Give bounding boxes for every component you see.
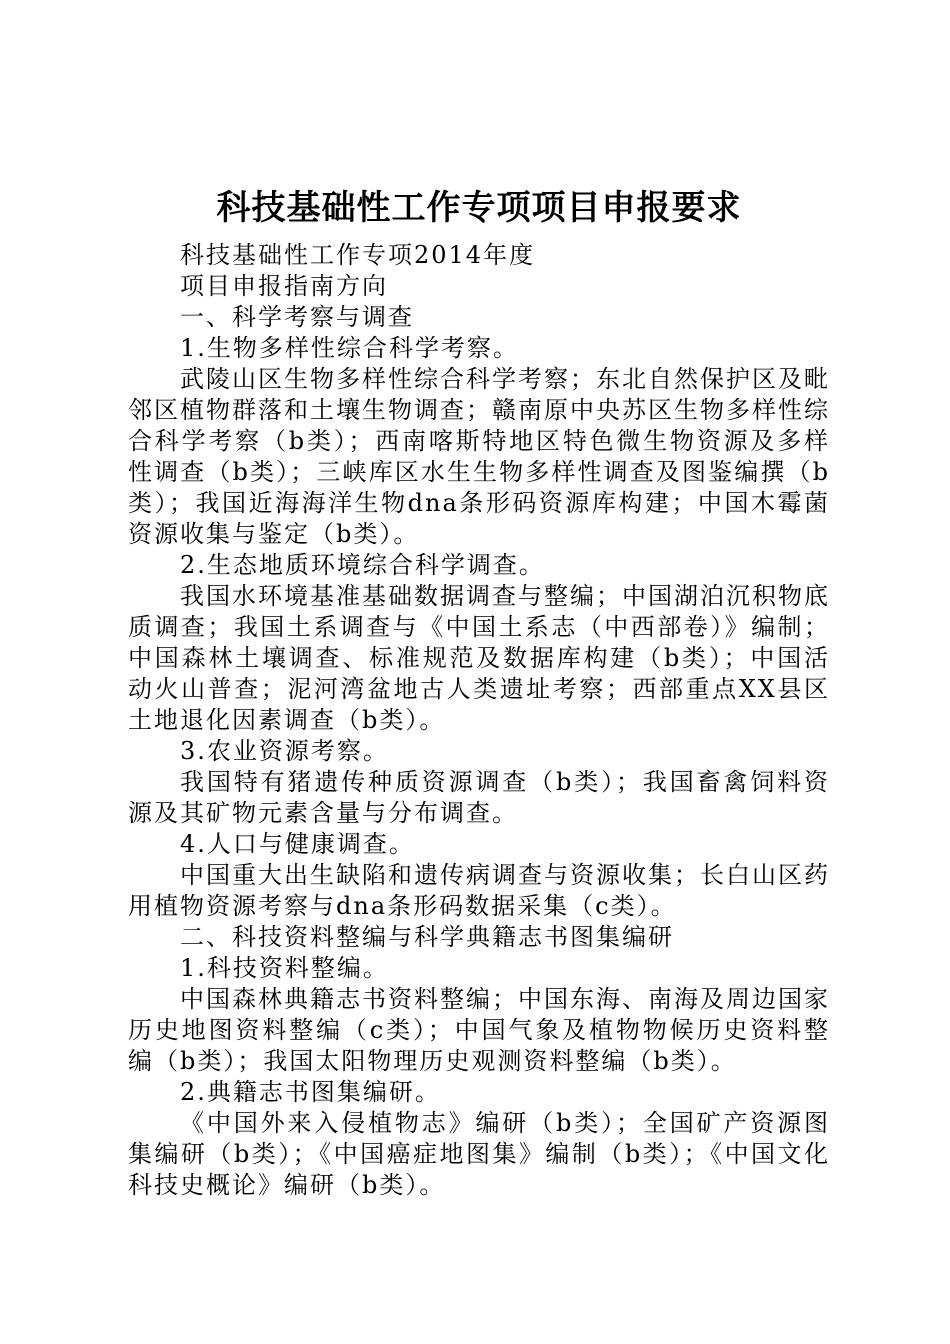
subsection-heading-2-2: 2.典籍志书图集编研。	[180, 1078, 441, 1106]
subsection-heading-1-3: 3.农业资源考察。	[180, 737, 389, 765]
section-heading-1: 一、科学考察与调查	[180, 303, 414, 331]
paragraph-subtitle-year: 科技基础性工作专项2014年度	[180, 241, 536, 269]
subsection-heading-1-4: 4.人口与健康调查。	[180, 830, 415, 858]
body-paragraph-2-2: 《中国外来入侵植物志》编研（b类）；全国矿产资源图集编研（b类）；《中国癌症地图集》编制（b类）；《中国文化科技史概论》编研（b类）。	[128, 1109, 830, 1199]
document-page	[128, 186, 830, 1201]
body-paragraph-1-3: 我国特有猪遗传种质资源调查（b类）；我国畜禽饲料资源及其矿物元素含量与分布调查。	[128, 768, 830, 827]
subsection-heading-1-1: 1.生物多样性综合科学考察。	[180, 334, 519, 362]
document-title: 科技基础性工作专项项目申报要求	[216, 188, 742, 228]
body-paragraph-1-2: 我国水环境基准基础数据调查与整编；中国湖泊沉积物底质调查；我国土系调查与《中国土系志（中西部卷）》编制；中国森林土壤调查、标准规范及数据库构建（b类）；中国活动火山普查；泥河湾盆地古人类遗址考察；西部重点XX县区土地退化因素调查（b类）。	[128, 582, 830, 734]
body-paragraph-1-4: 中国重大出生缺陷和遗传病调查与资源收集；长白山区药用植物资源考察与dna条形码数据采集（c类）。	[128, 861, 830, 920]
body-paragraph-2-1: 中国森林典籍志书资料整编；中国东海、南海及周边国家历史地图资料整编（c类）；中国气象及植物物候历史资料整编（b类）；我国太阳物理历史观测资料整编（b类）。	[128, 985, 830, 1075]
subsection-heading-1-2: 2.生态地质环境综合科学调查。	[180, 551, 545, 579]
body-paragraph-1-1: 武陵山区生物多样性综合科学考察；东北自然保护区及毗邻区植物群落和土壤生物调查；赣南原中央苏区生物多样性综合科学考察（b类）；西南喀斯特地区特色微生物资源及多样性调查（b类）；三峡库区水生生物多样性调查及图鉴编撰（b类）；我国近海海洋生物dna条形码资源库构建；中国木霉菌资源收集与鉴定（b类）。	[128, 365, 830, 548]
section-heading-2: 二、科技资料整编与科学典籍志书图集编研	[180, 923, 674, 951]
paragraph-subtitle-guide: 项目申报指南方向	[180, 272, 388, 300]
subsection-heading-2-1: 1.科技资料整编。	[180, 954, 389, 982]
